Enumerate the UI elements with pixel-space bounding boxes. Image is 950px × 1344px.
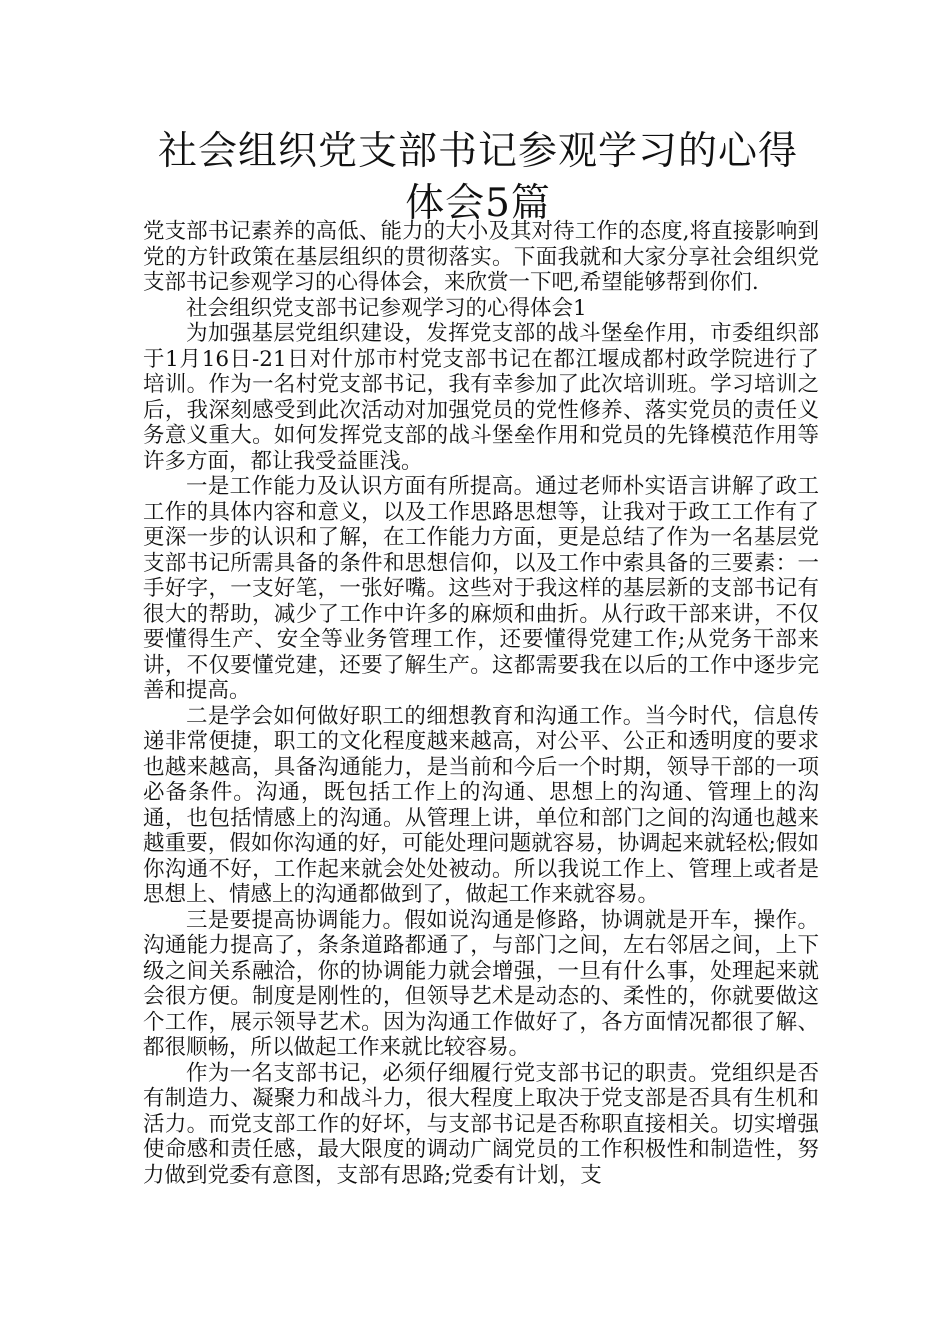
body-paragraph: 作为一名支部书记，必须仔细履行党支部书记的职责。党组织是否有制造力、凝聚力和战斗力，很大程度上取决于党支部是否具有生机和活力。而党支部工作的好坏，与支部书记是否称职直接相关。切实增强使命感和责任感，最大限度的调动广阔党员的工作积极性和制造性，努力做到党委有意图，支部有思路;党委有计划，支 [143, 1060, 819, 1188]
body-paragraph: 三是要提高协调能力。假如说沟通是修路，协调就是开车，操作。沟通能力提高了，条条道路都通了，与部门之间，左右邻居之间，上下级之间关系融洽，你的协调能力就会增强，一旦有什么事，处理起来就会很方便。制度是刚性的，但领导艺术是动态的、柔性的，你就要做这个工作，展示领导艺术。因为沟通工作做好了，各方面情况都很了解、都很顺畅，所以做起工作来就比较容易。 [143, 907, 819, 1060]
section-heading: 社会组织党支部书记参观学习的心得体会1 [186, 295, 587, 321]
body-paragraph: 一是工作能力及认识方面有所提高。通过老师朴实语言讲解了政工工作的具体内容和意义，以及工作思路思想等，让我对于政工工作有了更深一步的认识和了解，在工作能力方面，更是总结了作为一名基层党支部书记所需具备的条件和思想信仰，以及工作中索具备的三要素：一手好字，一支好笔，一张好嘴。这些对于我这样的基层新的支部书记有很大的帮助，减少了工作中许多的麻烦和曲折。从行政干部来讲，不仅要懂得生产、安全等业务管理工作，还要懂得党建工作;从党务干部来讲，不仅要懂党建，还要了解生产。这都需要我在以后的工作中逐步完善和提高。 [143, 474, 819, 703]
intro-paragraph: 党支部书记素养的高低、能力的大小及其对待工作的态度,将直接影响到党的方针政策在基层组织的贯彻落实。下面我就和大家分享社会组织党支部书记参观学习的心得体会，来欣赏一下吧,希望能够帮到你们. [143, 219, 819, 295]
document-body [143, 219, 819, 1188]
body-paragraph: 二是学会如何做好职工的细想教育和沟通工作。当今时代，信息传递非常便捷，职工的文化程度越来越高，对公平、公正和透明度的要求也越来越高，具备沟通能力，是当前和今后一个时期，领导干部的一项必备条件。沟通，既包括工作上的沟通、思想上的沟通、管理上的沟通，也包括情感上的沟通。从管理上讲，单位和部门之间的沟通也越来越重要，假如你沟通的好，可能处理问题就容易，协调起来就轻松;假如你沟通不好，工作起来就会处处被动。所以我说工作上、管理上或者是思想上、情感上的沟通都做到了，做起工作来就容易。 [143, 703, 819, 907]
document-title: 社会组织党支部书记参观学习的心得体会5篇 [157, 129, 798, 226]
body-paragraph: 为加强基层党组织建设，发挥党支部的战斗堡垒作用，市委组织部于1月16日-21日对什邡市村党支部书记在都江堰成都村政学院进行了培训。作为一名村党支部书记，我有幸参加了此次培训班。学习培训之后，我深刻感受到此次活动对加强党员的党性修养、落实党员的责任义务意义重大。如何发挥党支部的战斗堡垒作用和党员的先锋模范作用等许多方面，都让我受益匪浅。 [143, 321, 819, 474]
